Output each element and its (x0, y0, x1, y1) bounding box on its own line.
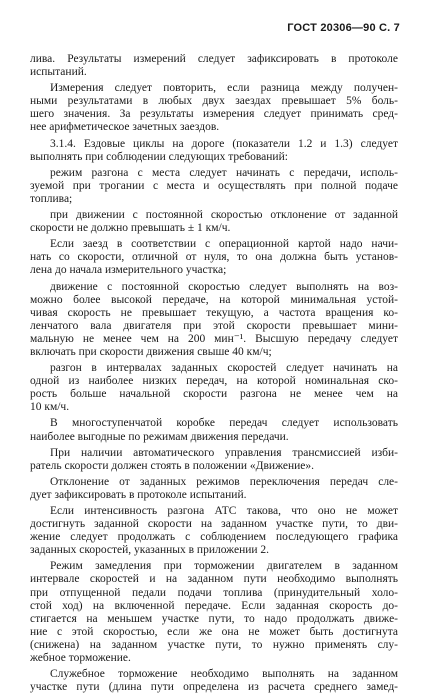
text-line: дует зафиксировать в протоколе испытаний. (30, 488, 247, 501)
paragraph (30, 476, 398, 502)
text-line: Режим замедления при торможении двигателем в заданном (50, 560, 398, 573)
text-line: Отклонение от заданных режимов переключения передач сле- (50, 475, 398, 488)
text-line: рость больше начальной скорости разгона не менее чем на (30, 388, 398, 401)
text-line: интервале скоростей и на заданном пути необходимо выполнять (30, 573, 398, 586)
text-line: В многоступенчатой коробке передач следует использовать (50, 417, 398, 430)
text-line: можно более высокой передаче, на которой минимальная устой- (30, 293, 398, 306)
text-line: испытаний. (30, 66, 87, 79)
paragraph (30, 281, 398, 360)
text-line: ние с этой скоростью, если же она не может быть достигнута (30, 625, 398, 638)
text-line: (снижена) на заданном участке пути, то нужно применять слу- (30, 638, 398, 651)
text-line: 3.1.4. Ездовые циклы на дороге (показатели 1.2 и 1.3) следует (50, 137, 398, 150)
text-line: мальную не менее чем на 200 мин⁻¹. Высшую передачу следует (30, 332, 398, 345)
text-line: при движении с постоянной скоростью отклонение от заданной (50, 209, 398, 222)
text-line: режим разгона с места следует начинать с передачи, исполь- (50, 166, 398, 179)
paragraph (30, 82, 398, 134)
text-line: жение следует продолжать с соблюдением последующего графика (30, 531, 398, 544)
text-line: наиболее выгодные по режимам движения передачи. (30, 430, 289, 443)
text-line: включать при скорости движения свыше 40 км/ч; (30, 345, 272, 358)
paragraph (30, 238, 398, 277)
paragraph (30, 447, 398, 473)
text-line: одной из наиболее низких передач, на которой номинальная ско- (30, 375, 398, 388)
text-line: Измерения следует повторить, если разница между получен- (50, 82, 398, 95)
text-line: При наличии автоматического управления трансмиссией изби- (50, 446, 398, 459)
text-line: 10 км/ч. (30, 401, 70, 414)
text-line: шего значения. За результаты измерения следует принимать сред- (30, 108, 398, 121)
text-line: разгон в интервалах заданных скоростей следует начинать на (50, 362, 398, 375)
paragraph (30, 560, 398, 665)
text-line: заданных скоростей, указанных в приложении 2. (30, 544, 270, 557)
text-line: Если заезд в соответствии с операционной картой надо начи- (50, 238, 398, 251)
text-line: ленчатого вала двигателя при этой скорости превышает мини- (30, 319, 398, 332)
text-line: движение с постоянной скоростью следует выполнять на воз- (50, 280, 398, 293)
paragraph (30, 505, 398, 557)
body-text (30, 53, 398, 694)
text-line: жебное торможение. (30, 652, 131, 665)
text-line: стой ход) на включенной передаче. Если заданная скорость до- (30, 599, 398, 612)
text-line: Служебное торможение необходимо выполнять на заданном (50, 668, 398, 681)
paragraph (30, 417, 398, 443)
text-line: чивая скорость не превышает текущую, а частота вращения ко- (30, 306, 398, 319)
text-line: стигается на меньшем участке пути, то надо продолжать движе- (30, 612, 398, 625)
text-line: скорости не должно превышать ± 1 км/ч. (30, 222, 231, 235)
text-line: лива. Результаты измерений следует зафиксировать в протоколе (30, 53, 398, 65)
text-line: ратель скорости должен стоять в положении «Движение». (30, 459, 315, 472)
text-line: при отпущенной педали подачи топлива (принудительный холо- (30, 586, 398, 599)
paragraph (30, 668, 398, 694)
paragraph (30, 209, 398, 235)
text-line: участке пути (длина пути определена из расчета среднего замед- (30, 681, 398, 694)
page-header: ГОСТ 20306—90 С. 7 (287, 22, 400, 34)
paragraph (30, 53, 398, 79)
text-line: нее арифметическое зачетных заездов. (30, 121, 220, 134)
text-line: Если интенсивность разгона АТС такова, что оно не может (50, 505, 398, 517)
text-line: нать со скорости, отличной от нуля, то она должна быть установ- (30, 251, 398, 264)
text-line: ными результатами в любых двух заездах превышает 5% боль- (30, 95, 398, 108)
text-line: зуемой при трогании с места и осуществлять при полной подаче (30, 179, 398, 192)
paragraph (30, 362, 398, 414)
paragraph (30, 138, 398, 164)
paragraph (30, 167, 398, 206)
text-line: выполнять при соблюдении следующих требований: (30, 150, 288, 163)
text-line: достигнуть заданной скорости на заданном участке пути, то дви- (30, 518, 398, 531)
text-line: топлива; (30, 192, 73, 205)
text-line: лена до начала измерительного участка; (30, 264, 227, 277)
